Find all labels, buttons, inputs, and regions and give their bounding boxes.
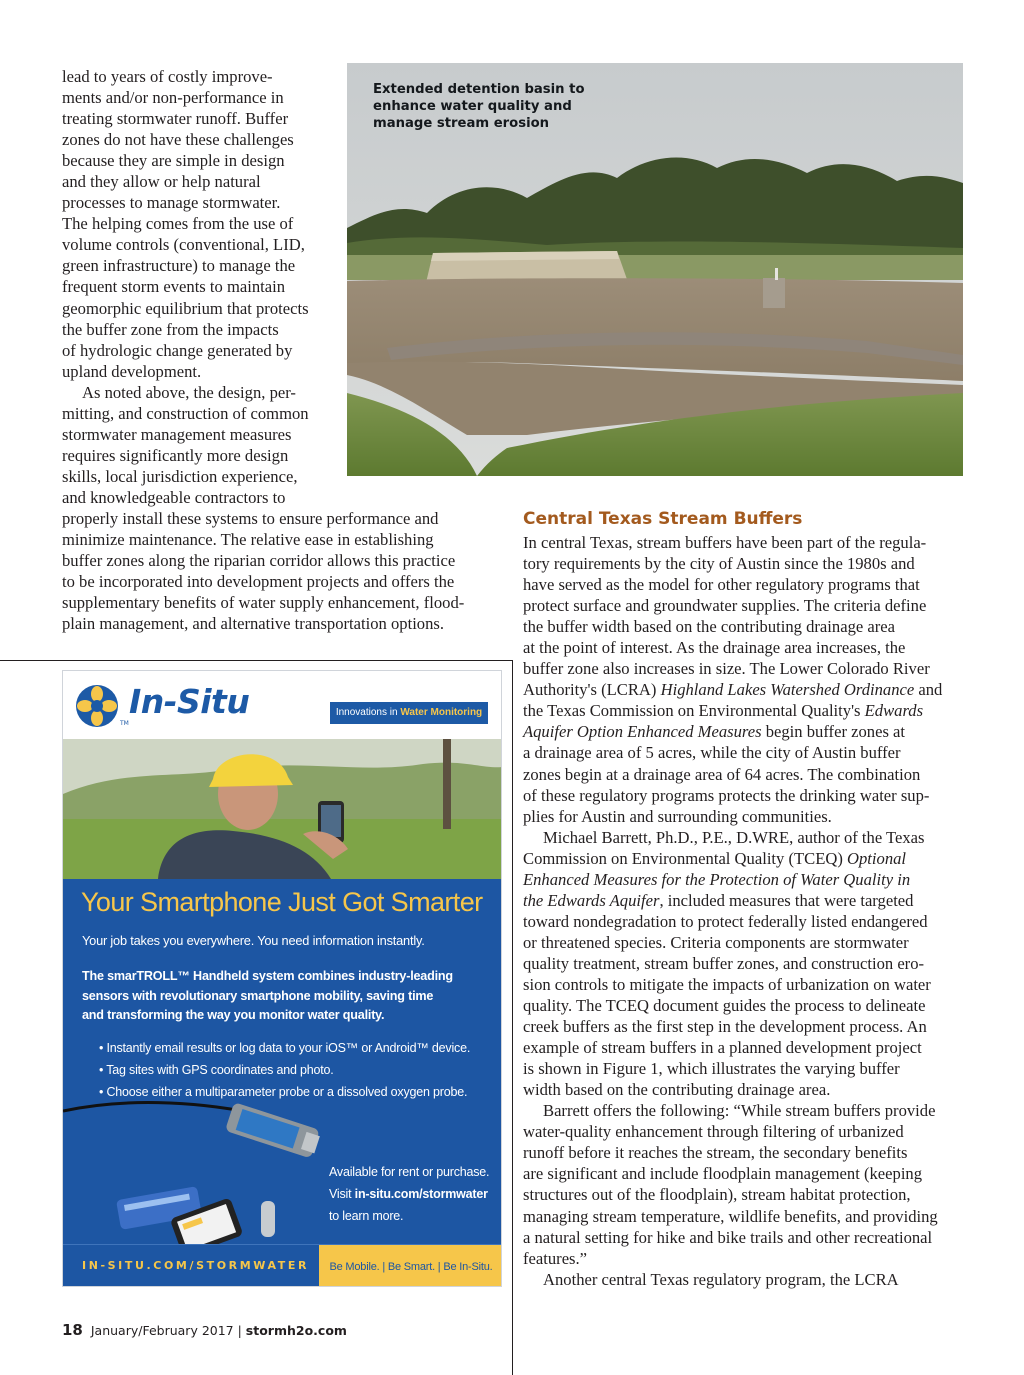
ordinance-title: Highland Lakes Watershed Ordinance xyxy=(660,680,915,700)
text-run: the Texas Commission on Environmental Quality's xyxy=(523,701,865,721)
text-line: plies for Austin and surrounding communities. xyxy=(523,806,832,826)
section-title: Central Texas Stream Buffers xyxy=(523,509,803,529)
description-line: The smarTROLL™ Handheld system combines industry-leading xyxy=(82,969,453,983)
ad-footer-slogan: Be Mobile. | Be Smart. | Be In-Situ. xyxy=(319,1245,502,1287)
text-line: skills, local jurisdiction experience, xyxy=(62,466,298,486)
page-footer xyxy=(62,1321,347,1339)
text-line: and they allow or help natural xyxy=(62,172,261,192)
text-line xyxy=(523,679,942,700)
text-line: Another central Texas regulatory program, the LCRA xyxy=(543,1269,899,1289)
text-line: requires significantly more design xyxy=(62,445,289,465)
text-run: begin buffer zones at xyxy=(761,722,906,742)
text-line: quality treatment, stream buffer zones, and construction ero- xyxy=(523,953,925,973)
visit-line xyxy=(329,1183,489,1205)
text-line: at the point of interest. As the drainage area increases, the xyxy=(523,638,906,658)
ad-url-link[interactable]: in-situ.com/stormwater xyxy=(354,1187,488,1201)
ad-footer xyxy=(63,1244,502,1287)
feature-item: • Tag sites with GPS coordinates and photo. xyxy=(99,1063,334,1077)
text-line: tory requirements by the city of Austin since the 1980s and xyxy=(523,554,915,574)
text-line: upland development. xyxy=(62,361,202,381)
text-run: Commission on Environmental Quality (TCEQ) xyxy=(523,848,848,868)
ad-subhead: Your job takes you everywhere. You need information instantly. xyxy=(82,933,425,948)
caption-line: Extended detention basin to xyxy=(373,82,585,97)
description-line: sensors with revolutionary smartphone mobility, saving time xyxy=(82,988,434,1003)
ad-divider-horizontal xyxy=(0,660,513,661)
text-line: because they are simple in design xyxy=(62,151,285,171)
ad-tagline xyxy=(330,702,488,724)
text-line: green infrastructure) to manage the xyxy=(62,256,296,276)
page-number: 18 xyxy=(62,1321,83,1339)
smartroll-device-illustration xyxy=(63,1093,333,1244)
document-title: Aquifer Option Enhanced Measures xyxy=(523,722,762,742)
ad-headline: Your Smartphone Just Got Smarter xyxy=(81,887,483,917)
text-line: properly install these systems to ensure performance and xyxy=(62,508,439,528)
text-line: creek buffers as the first step in the development process. An xyxy=(523,1017,927,1037)
text-line: stormwater management measures xyxy=(62,424,292,444)
text-line: As noted above, the design, per- xyxy=(82,382,296,402)
text-run: and xyxy=(914,680,943,700)
ad-divider-vertical xyxy=(512,660,513,1375)
technician-with-smartphone-photo xyxy=(63,739,502,879)
text-line: frequent storm events to maintain xyxy=(62,277,286,297)
text-line: plain management, and alternative transportation options. xyxy=(62,614,445,634)
site-name: stormh2o.com xyxy=(245,1323,347,1338)
photo-caption xyxy=(373,81,585,132)
text-line: In central Texas, stream buffers have been part of the regula- xyxy=(523,533,927,552)
ad-product-description xyxy=(82,967,492,1026)
tagline-text: Innovations in xyxy=(335,707,401,718)
text-line: protect surface and groundwater supplies. The criteria define xyxy=(523,596,927,616)
right-column-text xyxy=(523,532,942,1290)
document-title: Enhanced Measures for the Protection of Water Quality in xyxy=(523,869,911,889)
text-run: , included measures that were targeted xyxy=(659,890,914,910)
text-line: supplementary benefits of water supply enhancement, flood- xyxy=(62,593,465,613)
document-title: Optional xyxy=(847,848,907,868)
in-situ-wordmark: In-Situ xyxy=(129,682,250,721)
text-line: example of stream buffers in a planned development project xyxy=(523,1038,922,1058)
text-line: Barrett offers the following: “While stream buffers provide xyxy=(543,1101,936,1121)
document-title: Edwards xyxy=(864,701,924,721)
feature-item: • Choose either a multiparameter probe or a dissolved oxygen probe. xyxy=(99,1085,468,1099)
text-line: to be incorporated into development projects and offers the xyxy=(62,572,455,592)
text-line: runoff before it reaches the stream, the secondary benefits xyxy=(523,1143,908,1163)
text-line xyxy=(523,721,942,742)
visit-text: Visit xyxy=(329,1187,355,1201)
text-line: quality. The TCEQ document guides the process to delineate xyxy=(523,996,926,1016)
feature-item: • Instantly email results or log data to your iOS™ or Android™ device. xyxy=(99,1041,471,1055)
caption-line: enhance water quality and xyxy=(373,99,572,114)
tagline-highlight: Water Monitoring xyxy=(400,707,483,718)
text-line: water-quality enhancement through filtering of urbanized xyxy=(523,1122,904,1142)
text-line: zones do not have these challenges xyxy=(62,130,294,150)
text-line: buffer zones along the riparian corridor allows this practice xyxy=(62,551,456,571)
caption-line: manage stream erosion xyxy=(373,116,550,131)
text-line: or threatened species. Criteria components are stormwater xyxy=(523,932,909,952)
text-line: of hydrologic change generated by xyxy=(62,340,293,360)
text-line: a natural setting for hike and bike trails and other recreational xyxy=(523,1227,933,1247)
text-line xyxy=(523,848,942,869)
text-line xyxy=(523,869,942,890)
text-line: a drainage area of 5 acres, while the city of Austin buffer xyxy=(523,743,901,763)
text-line: managing stream temperature, wildlife benefits, and providing xyxy=(523,1206,938,1226)
text-line: is shown in Figure 1, which illustrates the varying buffer xyxy=(523,1059,900,1079)
trademark-mark: TM xyxy=(120,720,129,727)
issue-date: January/February 2017 | xyxy=(90,1323,246,1338)
text-line: of these regulatory programs protects the drinking water sup- xyxy=(523,785,930,805)
text-line: and knowledgeable contractors to xyxy=(62,487,286,507)
text-line: The helping comes from the use of xyxy=(62,214,294,234)
ad-body xyxy=(63,879,502,1244)
text-line xyxy=(523,700,942,721)
text-line: processes to manage stormwater. xyxy=(62,193,281,213)
in-situ-advertisement[interactable] xyxy=(62,670,502,1287)
text-line: width based on the contributing drainage area. xyxy=(523,1080,831,1100)
text-line: structures out of the floodplain), stream habitat protection, xyxy=(523,1185,911,1205)
text-line: the buffer width based on the contributing drainage area xyxy=(523,617,895,637)
text-line: buffer zone also increases in size. The Lower Colorado River xyxy=(523,659,930,679)
text-line: Michael Barrett, Ph.D., P.E., D.WRE, author of the Texas xyxy=(543,827,925,847)
description-line: and transforming the way you monitor water quality. xyxy=(82,1008,385,1022)
text-line: geomorphic equilibrium that protects xyxy=(62,298,309,318)
text-line: lead to years of costly improve- xyxy=(62,67,273,86)
text-line: the buffer zone from the impacts xyxy=(62,319,279,339)
text-line: are significant and include floodplain management (keeping xyxy=(523,1164,923,1184)
ad-header xyxy=(63,671,502,739)
in-situ-flower-logo-icon xyxy=(75,684,119,728)
text-line: sion controls to mitigate the impacts of urbanization on water xyxy=(523,974,931,994)
text-line: volume controls (conventional, LID, xyxy=(62,235,305,255)
text-line: zones begin at a drainage area of 64 acres. The combination xyxy=(523,764,921,784)
text-line: treating stormwater runoff. Buffer xyxy=(62,109,289,129)
text-line xyxy=(523,890,942,911)
detention-basin-photo xyxy=(347,63,963,476)
ad-footer-url[interactable]: IN-SITU.COM/STORMWATER xyxy=(82,1259,310,1272)
text-line: mitting, and construction of common xyxy=(62,403,309,423)
text-run: Authority's (LCRA) xyxy=(523,680,661,700)
text-line: ments and/or non-performance in xyxy=(62,88,284,108)
learn-more-text: to learn more. xyxy=(329,1209,404,1223)
document-title: the Edwards Aquifer xyxy=(523,890,660,910)
text-line: toward nondegradation to protect federally listed endangered xyxy=(523,911,928,931)
text-line: minimize maintenance. The relative ease in establishing xyxy=(62,530,434,550)
text-line: have served as the model for other regulatory programs that xyxy=(523,575,920,595)
text-line: features.” xyxy=(523,1248,588,1268)
availability-text: Available for rent or purchase. xyxy=(329,1165,490,1179)
ad-call-to-action xyxy=(329,1161,489,1227)
